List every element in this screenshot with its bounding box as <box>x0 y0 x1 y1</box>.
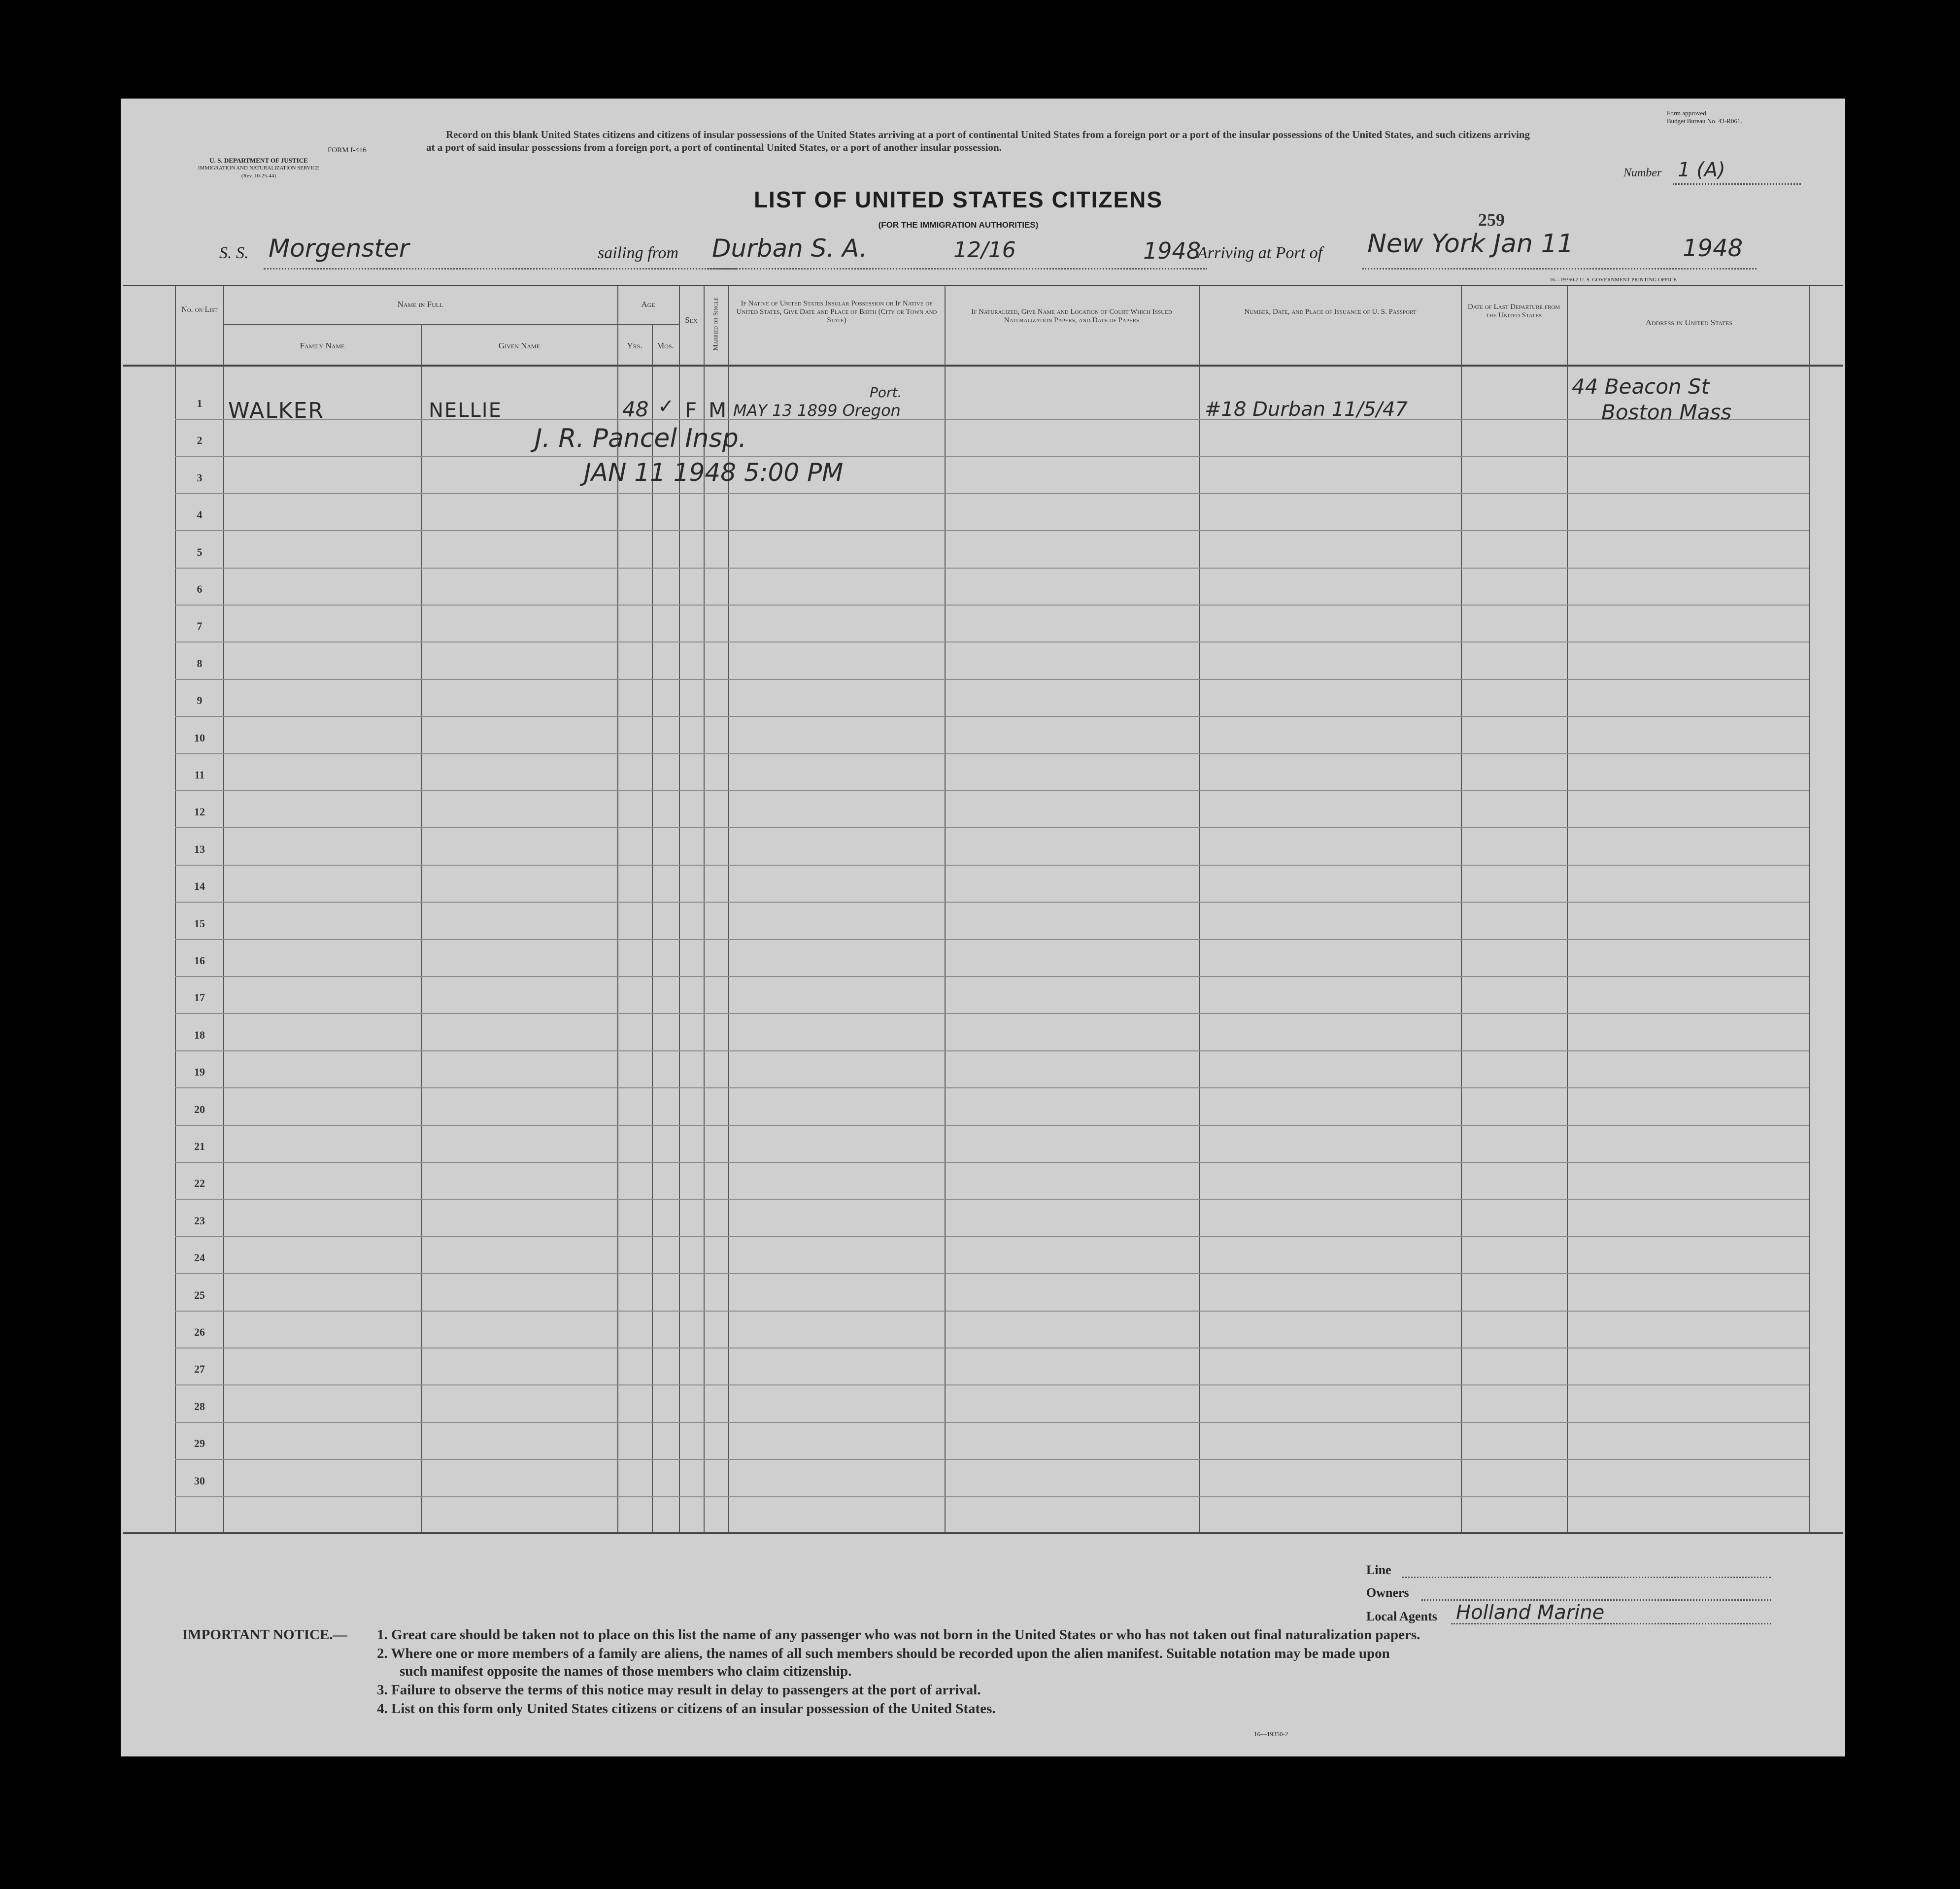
row-number: 19 <box>194 1066 205 1079</box>
ship-name-line <box>264 267 737 270</box>
row-number: 17 <box>194 991 205 1004</box>
line-underline <box>1402 1576 1771 1578</box>
budget-bureau-label: Budget Bureau No. 43-R061. <box>1667 117 1742 125</box>
row-number: 9 <box>197 694 203 707</box>
row-number: 4 <box>197 508 203 521</box>
row-rule <box>175 1162 1809 1163</box>
row-number: 10 <box>194 731 205 744</box>
ship-name: Morgenster <box>269 234 409 263</box>
row-rule <box>175 1087 1809 1088</box>
row-rule <box>175 1348 1809 1349</box>
form-approved-label: Form approved. <box>1667 109 1708 117</box>
entry-address-line2: Boston Mass <box>1601 400 1732 424</box>
arriving-line <box>1362 267 1757 270</box>
local-agents-underline <box>1451 1622 1771 1624</box>
sailing-year: 1948 <box>1143 237 1201 264</box>
col-divider <box>421 325 422 1532</box>
printer-note: 16—19350-2 U. S. GOVERNMENT PRINTING OFFICE <box>1550 277 1677 283</box>
row-rule <box>175 902 1809 903</box>
row-rule <box>175 716 1809 717</box>
col-divider <box>223 286 224 1532</box>
row-rule <box>175 679 1809 680</box>
row-number: 27 <box>194 1363 205 1376</box>
col-divider <box>652 325 653 1532</box>
row-number: 18 <box>194 1028 205 1041</box>
local-agents-value: Holland Marine <box>1456 1601 1605 1624</box>
row-rule <box>175 456 1809 457</box>
entry-age-yrs: 48 <box>622 397 649 421</box>
row-number: 30 <box>194 1474 205 1487</box>
row-number: 7 <box>197 620 203 633</box>
row-rule <box>175 827 1809 828</box>
row-number: 24 <box>194 1251 205 1264</box>
row-rule <box>175 568 1809 569</box>
arriving-label: Arriving at Port of <box>1197 244 1323 262</box>
department-label: U. S. DEPARTMENT OF JUSTICE <box>209 157 308 164</box>
row-rule <box>175 1384 1809 1385</box>
entry-address-line1: 44 Beacon St <box>1572 374 1710 399</box>
line-label: Line <box>1366 1563 1391 1577</box>
row-number: 1 <box>197 397 203 409</box>
table-bottom-border <box>123 1532 1843 1534</box>
entry-sex: F <box>685 398 697 422</box>
col-divider <box>1567 286 1568 1532</box>
local-agents-label: Local Agents <box>1366 1609 1437 1623</box>
ss-label: S. S. <box>219 244 249 262</box>
notice-item-2: 2. Where one or more members of a family are aliens, the names of all such members should be recorded upon the alien manifest. Suitable notation may be made upon <box>377 1646 1390 1661</box>
row-rule <box>175 1273 1809 1274</box>
header-no-on-list: No. on List <box>181 305 218 314</box>
header-married: Married or Single <box>712 297 720 351</box>
row-rule <box>175 865 1809 866</box>
row-number: 8 <box>197 657 203 670</box>
header-departure: Date of Last Departure from the United States <box>1467 303 1560 319</box>
list-title: LIST OF UNITED STATES CITIZENS <box>753 187 1163 212</box>
header-address: Address in United States <box>1645 318 1733 327</box>
form-code: 16—19350-2 <box>1254 1730 1288 1738</box>
col-divider <box>945 286 946 1532</box>
manifest-sheet <box>121 99 1845 1756</box>
row-number: 26 <box>194 1326 205 1338</box>
row-rule <box>175 939 1809 940</box>
col-divider <box>175 286 176 1532</box>
row-number: 16 <box>194 954 205 967</box>
arriving-year: 1948 <box>1683 235 1743 262</box>
row-rule <box>175 1125 1809 1126</box>
col-divider <box>1199 286 1200 1532</box>
table-header-bottom <box>123 365 1843 367</box>
row-rule <box>175 1459 1809 1460</box>
col-divider <box>1461 286 1462 1532</box>
row-rule <box>175 641 1809 642</box>
row-rule <box>175 493 1809 494</box>
header-given-name: Given Name <box>498 341 541 350</box>
row-rule <box>175 1236 1809 1237</box>
sailing-from-value: Durban S. A. <box>712 234 868 263</box>
entry-married: M <box>709 398 727 422</box>
entry-family-name: WALKER <box>228 398 324 423</box>
header-name-in-full: Name in Full <box>397 300 443 309</box>
row-rule <box>175 1013 1809 1014</box>
row-rule <box>175 530 1809 531</box>
notice-item-1: 1. Great care should be taken not to place on this list the name of any passenger who was not born in the United States or who has not taken out final naturalization papers. <box>377 1627 1420 1643</box>
notice-item-2-cont: such manifest opposite the names of those members who claim citizenship. <box>400 1663 852 1679</box>
sailing-from-label: sailing from <box>598 244 679 262</box>
row-number: 14 <box>194 880 205 893</box>
owners-underline <box>1421 1598 1771 1601</box>
col-divider <box>1809 286 1810 1532</box>
notice-item-3: 3. Failure to observe the terms of this notice may result in delay to passengers at the port of arrival. <box>377 1682 981 1698</box>
row-number: 6 <box>197 583 203 595</box>
row-number: 2 <box>197 434 203 447</box>
page-stamp: 259 <box>1478 210 1505 230</box>
number-value: 1 (A) <box>1678 159 1725 181</box>
row-number: 3 <box>197 471 203 484</box>
row-number: 22 <box>194 1177 205 1190</box>
inspector-signature: J. R. Pancel Insp. <box>535 424 747 453</box>
notice-heading: IMPORTANT NOTICE.— <box>182 1627 347 1643</box>
table-top-border <box>123 285 1843 286</box>
row-number: 5 <box>197 545 203 558</box>
row-rule <box>175 605 1809 606</box>
name-subheader-line <box>223 324 617 325</box>
age-subheader-line <box>617 324 679 325</box>
list-subtitle: (FOR THE IMMIGRATION AUTHORITIES) <box>878 220 1039 230</box>
header-age: Age <box>641 300 655 309</box>
row-number: 21 <box>194 1140 205 1152</box>
number-label: Number <box>1623 167 1662 179</box>
header-family-name: Family Name <box>300 341 345 350</box>
row-number: 20 <box>194 1103 205 1115</box>
row-rule <box>175 1050 1809 1051</box>
header-native: If Native of United States Insular Possession or If Native of United States, Give Date and Place of Birth (City or Town and State) <box>736 300 937 324</box>
sailing-date: 12/16 <box>953 237 1016 263</box>
inspector-date: JAN 11 1948 5:00 PM <box>584 458 844 487</box>
row-rule <box>175 976 1809 977</box>
row-number: 15 <box>194 917 205 930</box>
header-yrs: Yrs. <box>627 341 642 350</box>
owners-label: Owners <box>1366 1585 1409 1600</box>
sailing-line <box>707 267 1207 270</box>
header-naturalized: If Naturalized, Give Name and Location of Court Which Issued Naturalization Papers, and Date of Papers <box>971 308 1172 324</box>
row-number: 28 <box>194 1400 205 1413</box>
check-mark-icon: ✓ <box>658 395 675 418</box>
row-number: 29 <box>194 1437 205 1450</box>
instructions-text: Record on this blank United States citizens and citizens of insular possessions of the United States arriving at a port of continental United States from a foreign port or a port of the insular possessions of the United States, and such citizens arriving at a port of said insular possessions from a foreign port, a port of continental United States, or a port of another insular possession. <box>426 129 1530 153</box>
revision-label: (Rev. 10-25-44) <box>241 173 276 179</box>
row-rule <box>175 1496 1809 1497</box>
entry-birth-annotation: Port. <box>870 384 902 401</box>
row-rule <box>175 1311 1809 1312</box>
row-rule <box>175 790 1809 791</box>
entry-passport: #18 Durban 11/5/47 <box>1205 398 1408 421</box>
notice-item-4: 4. List on this form only United States citizens or citizens of an insular possession of the United States. <box>377 1701 996 1717</box>
form-label: FORM I-416 <box>328 146 367 154</box>
header-mos: Mos. <box>657 341 674 350</box>
arriving-value: New York Jan 11 <box>1367 229 1574 259</box>
row-number: 13 <box>194 843 205 855</box>
entry-given-name: NELLIE <box>429 399 502 422</box>
row-number: 11 <box>194 769 205 781</box>
row-number: 25 <box>194 1288 205 1301</box>
row-rule <box>175 419 1809 420</box>
number-underline <box>1673 182 1801 185</box>
entry-birth: MAY 13 1899 Oregon <box>733 401 901 420</box>
header-passport: Number, Date, and Place of Issuance of U. S. Passport <box>1244 308 1417 316</box>
row-number: 12 <box>194 806 205 818</box>
service-label: IMMIGRATION AND NATURALIZATION SERVICE <box>198 165 320 171</box>
row-rule <box>175 1422 1809 1423</box>
header-sex: Sex <box>685 315 698 325</box>
row-number: 23 <box>194 1214 205 1227</box>
row-rule <box>175 1199 1809 1200</box>
row-rule <box>175 753 1809 754</box>
